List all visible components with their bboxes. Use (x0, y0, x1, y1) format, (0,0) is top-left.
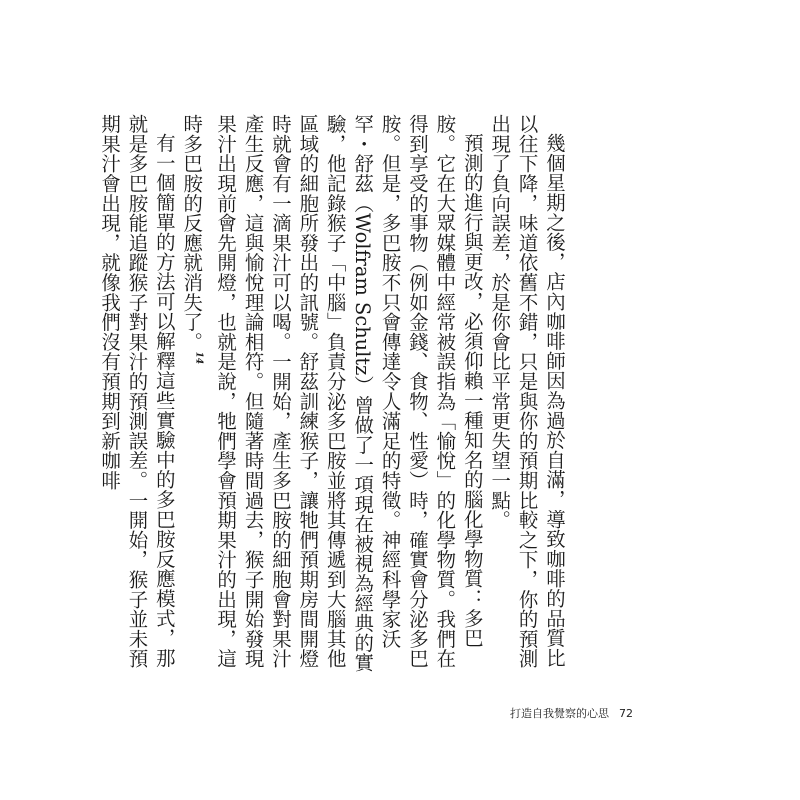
page-footer (510, 705, 633, 721)
paragraph-2-text-a: 預測的進行與更改，必須仰賴一種知名的腦化學物質：多巴胺。它在大眾媒體中經常被誤指為「愉悅」的化學物質。我們在得到享受的事物（例如金錢、食物、性愛）時，確實會分泌多巴胺。但是，多巴胺不只會傳達令人滿足的特徵。神經科學家沃罕・舒茲（ (351, 114, 484, 669)
paragraph-3-text: 有一個簡單的方法可以解釋這些實驗中的多巴胺反應模式，那就是多巴胺能追蹤猴子對果汁的預測誤差。一開始，猴子並未預期果汁會出現，就像我們沒有預期到新咖啡 (98, 114, 176, 669)
paragraph-1 (486, 114, 568, 674)
page-number: 72 (619, 707, 633, 720)
paragraph-3 (96, 114, 178, 674)
running-title: 打造自我覺察的心思 (510, 707, 609, 720)
paragraph-2-text-b: ）曾做了一項現在被視為經典的實驗，他記錄猴子「中腦」負責分泌多巴胺並將其傳遞到大腦其他區域的細胞所發出的訊號。舒茲訓練猴子，讓牠們預期房間開燈時就會有一滴果汁可以喝。一開始，產生多巴胺的細胞會對果汁產生反應，這與愉悅理論相符。但隨著時間過去，猴子開始發現果汁出現前會先開燈，也就是說，牠們學會預期果汁的出現，這時多巴胺的反應就消失了。 (180, 114, 375, 673)
paragraph-2 (178, 114, 486, 674)
paragraph-1-text: 幾個星期之後，店內咖啡師因為過於自滿，導致咖啡的品質比以往下降，味道依舊不錯，只是與你的預期比較之下，你的預測出現了負向誤差，於是你會比平常更失望一點。 (488, 114, 566, 669)
vertical-text-body (96, 114, 568, 674)
scientist-name-latin: Wolfram Schultz (351, 213, 375, 376)
footnote-reference: 14 (193, 351, 204, 365)
